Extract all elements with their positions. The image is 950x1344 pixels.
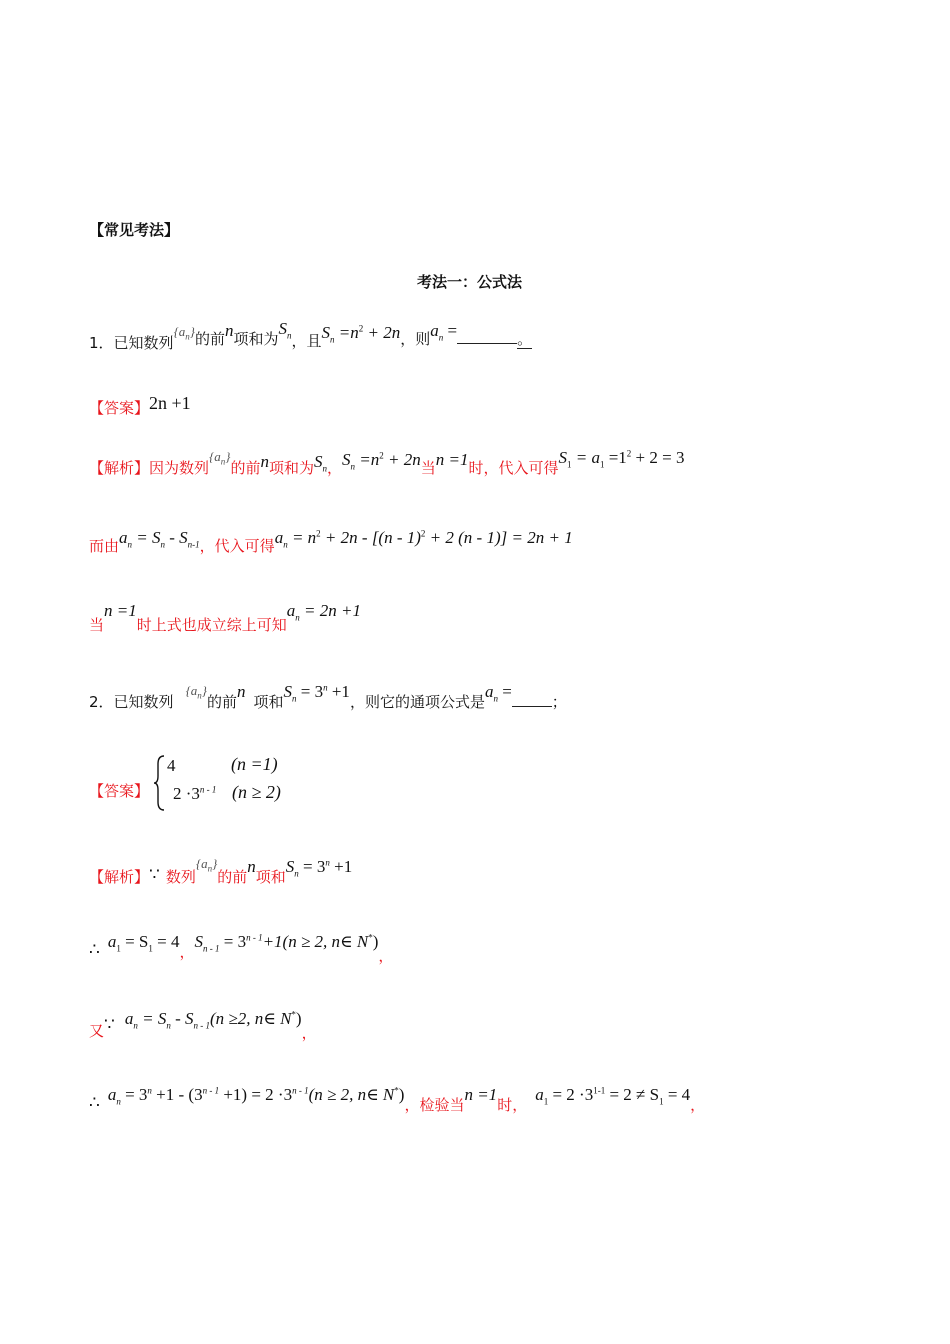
question-number: 2． bbox=[89, 693, 114, 711]
method-title: 考法一：公式法 bbox=[417, 273, 523, 291]
math-Sn: $S_n$ bbox=[278, 319, 292, 341]
piecewise-row-1-value: 4 bbox=[167, 756, 176, 775]
answer-label: 【答案】 bbox=[89, 399, 150, 417]
solution-text: 时， bbox=[497, 1096, 528, 1114]
separator: ， bbox=[179, 943, 195, 961]
sequence-set: $\{a_n\}$ bbox=[173, 324, 195, 342]
solution-text: 时，代入可得 bbox=[468, 459, 559, 477]
math-expansion: $a_n = n^2 + 2n - [(n - 1)^2 + 2$ (n - 1)] = 2n + 1 bbox=[274, 528, 573, 550]
question-text: 的前 bbox=[206, 693, 237, 711]
math-an-formula: $a_n = 3^n +1 - (3^{n - 1} +1) = 2 \cdot 3^{n - 1}(n \ge 2$, n∈ N*) bbox=[107, 1085, 405, 1107]
math-recurrence: $a_n = S_n - S_{n - 1}(n \ge 2$, n∈ N*) bbox=[124, 1009, 302, 1031]
answer-blank[interactable] bbox=[512, 706, 552, 707]
math-equation: $S_n = 3^n +1$ bbox=[283, 682, 350, 704]
solution-text: 的前 bbox=[217, 868, 248, 886]
solution-text: ，代入可得 bbox=[199, 537, 275, 555]
question-text: ，且 bbox=[291, 332, 322, 350]
math-Sn-1: $S_{n - 1} = 3^{n - 1}+1(n \ge 2$, n∈ N*) bbox=[194, 932, 379, 954]
piecewise-row-2-value: $2 \cdot 3^{n - 1}$ bbox=[173, 784, 217, 803]
question-text: ，则它的通项公式是 bbox=[349, 693, 485, 711]
question-number: 1． bbox=[89, 334, 114, 352]
solution-text: 数列 bbox=[165, 868, 196, 886]
solution-2-line-3 bbox=[89, 1004, 317, 1040]
question-text: ，则 bbox=[400, 330, 431, 348]
answer-blank[interactable] bbox=[457, 343, 517, 344]
math-recurrence: $a_n = S_n - S_{n-1}$ bbox=[119, 528, 200, 550]
solution-1-line-2 bbox=[89, 525, 573, 561]
question-text: 项和为 bbox=[233, 330, 279, 348]
answer-label: 【答案】 bbox=[89, 782, 150, 800]
question-text: 的前 bbox=[194, 330, 225, 348]
question-text: 已知数列 bbox=[113, 693, 174, 711]
separator: ， bbox=[378, 947, 394, 965]
solution-1-line-3 bbox=[89, 600, 361, 636]
therefore-symbol: ∴ bbox=[89, 1093, 100, 1112]
math-n-eq-1: n =1 bbox=[464, 1085, 498, 1104]
separator: ， bbox=[690, 1096, 706, 1114]
question-1 bbox=[89, 319, 533, 358]
solution-text: 项和 bbox=[255, 868, 286, 886]
math-n: n bbox=[236, 682, 246, 701]
solution-1-line-1 bbox=[89, 447, 684, 483]
piecewise-row-1-condition: (n =1) bbox=[231, 754, 278, 774]
sequence-set: $\{a_n\}$ bbox=[195, 856, 218, 874]
solution-text: 当 bbox=[89, 616, 105, 634]
math-equation: $S_n =n^2 + 2n$ bbox=[341, 450, 421, 472]
solution-text: 因为数列 bbox=[149, 459, 210, 477]
solution-2-line-1 bbox=[89, 852, 352, 888]
solution-label: 【解析】 bbox=[89, 459, 150, 477]
separator: ， bbox=[301, 1024, 317, 1042]
math-check: $a_1 = 2 \cdot 3^{1-1} = 2 \ne S_1 = 4$ bbox=[535, 1085, 691, 1107]
math-n-eq-1: n =1 bbox=[435, 450, 469, 469]
therefore-symbol: ∴ bbox=[89, 940, 100, 959]
solution-text: 时上式也成立综上可知 bbox=[136, 616, 287, 634]
solution-text: ， bbox=[326, 459, 342, 477]
math-a1: $a_1 = S_1 = 4$ bbox=[107, 932, 180, 954]
answer-value: 2n +1 bbox=[149, 393, 191, 413]
section-heading: 【常见考法】 bbox=[89, 221, 180, 239]
because-symbol: ∵ bbox=[149, 865, 160, 884]
solution-text: 而由 bbox=[89, 537, 120, 555]
solution-2-line-2 bbox=[89, 927, 393, 963]
sequence-set: $\{a_n\}$ bbox=[209, 449, 231, 467]
solution-2-line-4 bbox=[89, 1080, 705, 1116]
solution-label: 【解析】 bbox=[89, 868, 150, 886]
left-brace-icon bbox=[153, 754, 167, 812]
question-end: 。 bbox=[517, 330, 533, 348]
math-result: $a_n = 2n +1$ bbox=[286, 601, 361, 623]
solution-text: ，检验当 bbox=[404, 1096, 465, 1114]
math-n: n bbox=[247, 857, 256, 876]
question-2 bbox=[89, 677, 567, 713]
solution-text: 的前 bbox=[230, 459, 261, 477]
math-an: $a_n$ = bbox=[484, 682, 512, 704]
solution-text: 又 bbox=[89, 1022, 105, 1040]
math-equation: $S_n = 3^n +1$ bbox=[285, 857, 353, 879]
sequence-set: $\{a_n\}$ bbox=[185, 683, 207, 701]
solution-text: 项和为 bbox=[268, 459, 314, 477]
question-text: 已知数列 bbox=[113, 334, 174, 352]
because-symbol: ∵ bbox=[104, 1015, 115, 1034]
math-n: n bbox=[260, 452, 269, 471]
math-n: n bbox=[224, 321, 234, 340]
solution-text: 当 bbox=[420, 459, 436, 477]
question-end: ； bbox=[551, 693, 567, 711]
math-S1: $S_1 = a_1 =1^2 + 2 = 3$ bbox=[558, 448, 685, 470]
math-n-eq-1: n =1 bbox=[104, 601, 137, 620]
math-an: $a_n$ = bbox=[430, 321, 458, 343]
piecewise-row-2-condition: (n ≥ 2) bbox=[232, 782, 281, 802]
answer-1 bbox=[89, 393, 191, 417]
math-Sn: $S_n$ bbox=[313, 452, 327, 474]
math-equation: $S_n =n^2 + 2n$ bbox=[321, 323, 401, 345]
question-text: 项和 bbox=[253, 693, 284, 711]
